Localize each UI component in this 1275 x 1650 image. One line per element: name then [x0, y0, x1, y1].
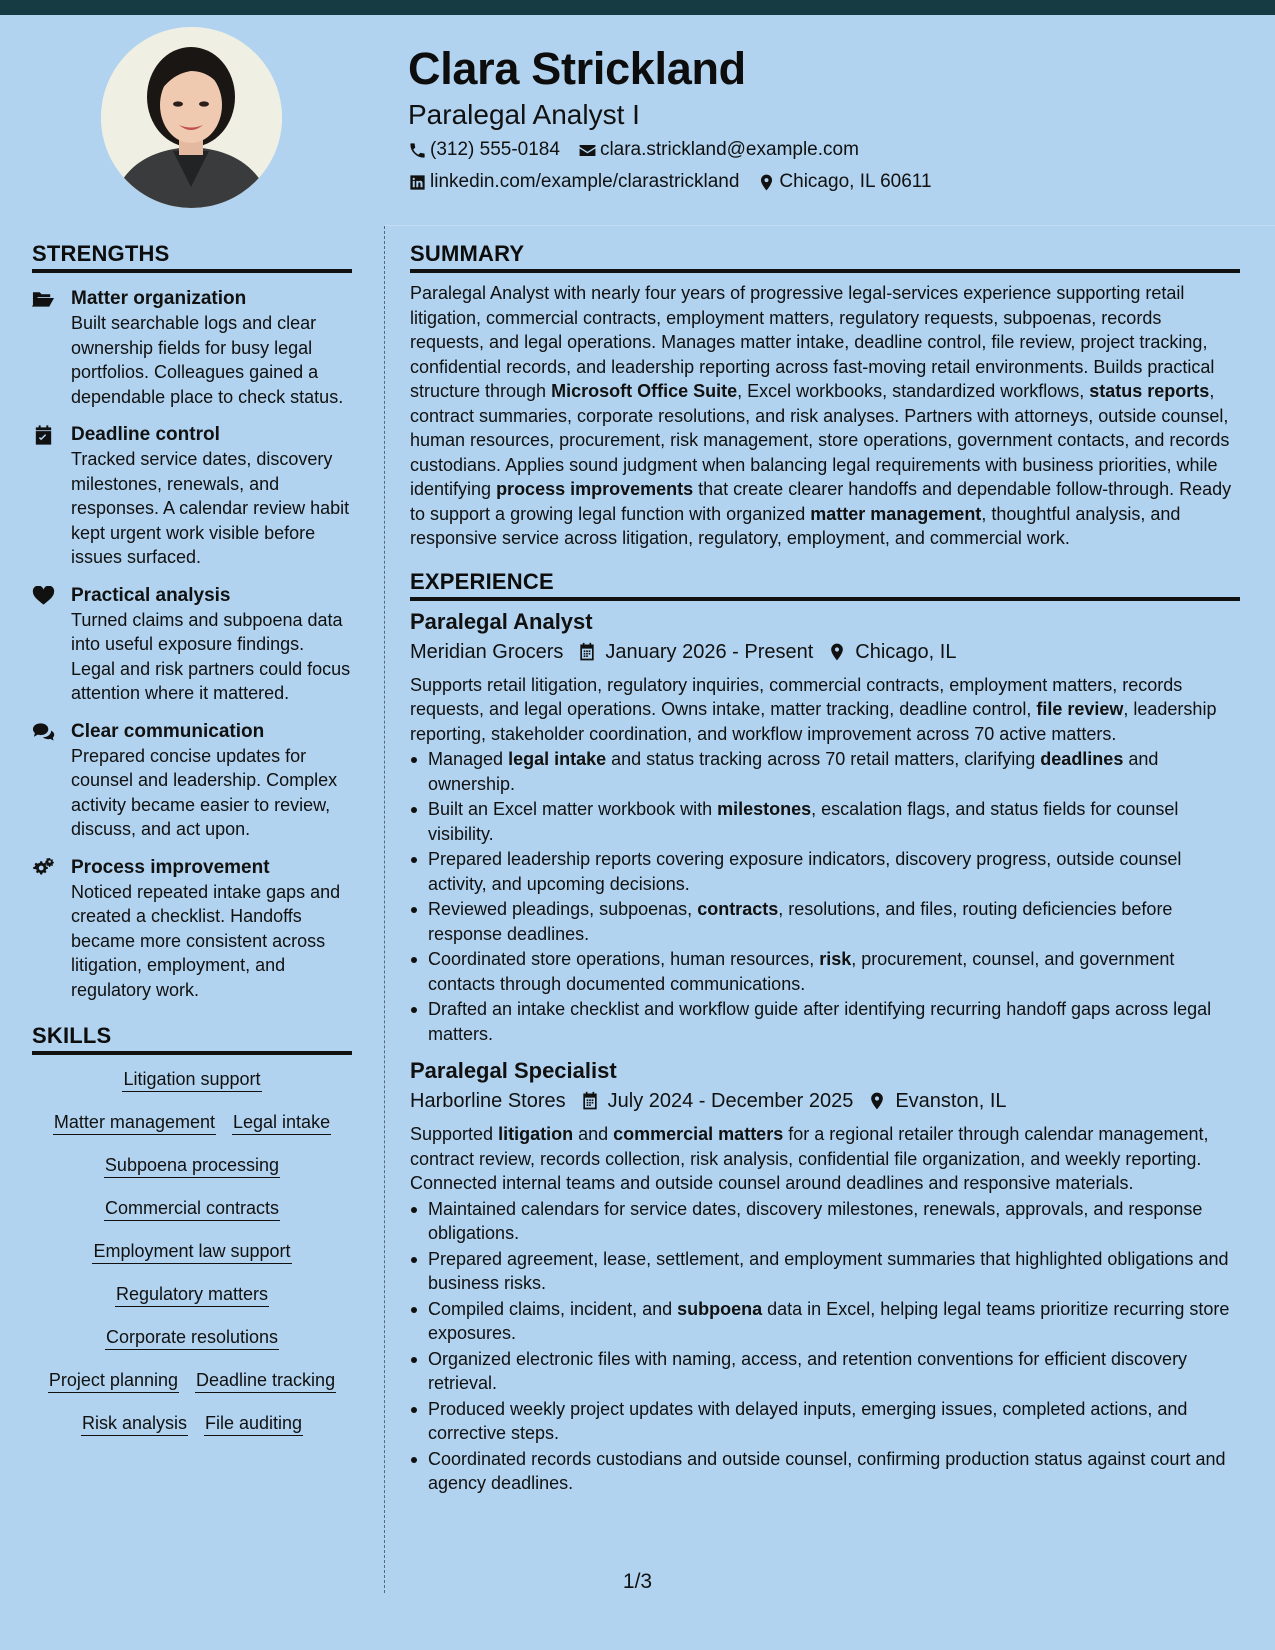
job-location	[827, 638, 956, 666]
job-title: Paralegal Analyst	[410, 608, 593, 634]
strength-desc: Turned claims and subpoena data into useful exposure findings. Legal and risk partners could focus attention where it mattered.	[71, 609, 351, 703]
cogs-icon	[32, 858, 55, 878]
job-company: Harborline Stores	[410, 1090, 566, 1112]
linkedin-text[interactable]: linkedin.com/example/clarastrickland	[430, 171, 740, 192]
job-entry	[410, 607, 1240, 1047]
comments-icon	[32, 722, 55, 742]
skill-tag: Legal intake	[232, 1110, 331, 1135]
skill-tag: Litigation support	[122, 1067, 261, 1092]
heart-icon	[32, 586, 55, 606]
map-marker-icon	[757, 173, 776, 192]
linkedin-icon	[408, 173, 427, 192]
phone-icon	[408, 141, 427, 160]
job-bullets	[410, 1197, 1240, 1496]
job-bullet: Prepared leadership reports covering exposure indicators, discovery progress, outside counsel activity, and upcoming decisions.	[410, 847, 1240, 896]
skill-row	[32, 1368, 352, 1393]
skill-tag: Subpoena processing	[104, 1153, 280, 1178]
contact-row-1	[408, 138, 1228, 162]
job-entry	[410, 1056, 1240, 1496]
map-marker-icon	[827, 642, 847, 662]
job-bullet: Prepared agreement, lease, settlement, and employment summaries that highlighted obligations and business risks.	[410, 1247, 1240, 1296]
job-dates	[577, 638, 813, 666]
job-bullet: Reviewed pleadings, subpoenas, contracts, resolutions, and files, routing deficiencies before response deadlines.	[410, 897, 1240, 946]
skill-tag: Regulatory matters	[115, 1282, 269, 1307]
strength-desc: Prepared concise updates for counsel and leadership. Complex activity became easier to review, discuss, and act upon.	[71, 745, 338, 839]
job-bullet: Coordinated records custodians and outside counsel, confirming production status against court and agency deadlines.	[410, 1447, 1240, 1496]
strength-name: Clear communication	[71, 720, 265, 742]
job-bullet: Drafted an intake checklist and workflow guide after identifying recurring handoff gaps across legal matters.	[410, 997, 1240, 1046]
job-bullet: Compiled claims, incident, and subpoena data in Excel, helping legal teams prioritize recurring store exposures.	[410, 1297, 1240, 1346]
calendar-icon	[580, 1091, 600, 1111]
job-dates-text: July 2024 - December 2025	[607, 1090, 854, 1112]
calendar-check-icon	[32, 425, 55, 445]
skill-tag: Matter management	[53, 1110, 216, 1135]
skill-tag: Commercial contracts	[104, 1196, 280, 1221]
job-title: Paralegal Specialist	[410, 1058, 617, 1083]
contact-email[interactable]	[578, 138, 859, 162]
contact-row-2	[408, 170, 1228, 194]
skill-row	[32, 1196, 352, 1221]
job-bullet: Produced weekly project updates with delayed inputs, emerging issues, completed actions, and corrective steps.	[410, 1397, 1240, 1446]
experience-heading: EXPERIENCE	[410, 568, 1240, 601]
email-text[interactable]: clara.strickland@example.com	[599, 139, 859, 160]
candidate-title: Paralegal Analyst I	[408, 99, 640, 130]
location-text: Chicago, IL 60611	[779, 171, 932, 192]
resume-header	[408, 40, 1228, 194]
job-company: Meridian Grocers	[410, 640, 564, 663]
job-bullet: Coordinated store operations, human resources, risk, procurement, counsel, and government contacts through documented communications.	[410, 947, 1240, 996]
strength-name: Matter organization	[71, 288, 247, 309]
job-location	[867, 1087, 1006, 1115]
skill-row	[32, 1067, 352, 1092]
job-location-text: Evanston, IL	[895, 1090, 1007, 1112]
skill-row	[32, 1411, 352, 1436]
folder-open-icon	[32, 289, 55, 309]
left-column	[32, 240, 352, 1454]
skill-row	[32, 1325, 352, 1350]
skill-row	[32, 1153, 352, 1178]
skill-tag: Employment law support	[92, 1239, 291, 1264]
header-divider	[384, 225, 1275, 226]
strengths-heading: STRENGTHS	[32, 240, 352, 273]
strength-name: Practical analysis	[71, 584, 231, 606]
strength-desc: Built searchable logs and clear ownership fields for busy legal portfolios. Colleagues gained a dependable place to check status.	[71, 313, 344, 407]
skill-tag: File auditing	[204, 1411, 303, 1436]
summary-heading: SUMMARY	[410, 240, 1240, 273]
column-divider	[384, 226, 385, 1593]
strength-item	[32, 584, 352, 706]
job-bullets	[410, 747, 1240, 1046]
skill-tag: Project planning	[48, 1368, 179, 1393]
skills-heading: SKILLS	[32, 1022, 352, 1055]
skill-tag: Risk analysis	[81, 1411, 188, 1436]
strength-name: Process improvement	[71, 856, 270, 878]
strength-desc: Noticed repeated intake gaps and created a checklist. Handoffs became more consistent across litigation, employment, and regulatory work.	[71, 881, 341, 1000]
job-dates-text: January 2026 - Present	[605, 640, 814, 663]
strength-desc: Tracked service dates, discovery milestones, renewals, and responses. A calendar review habit kept urgent work visible before issues surfaced.	[71, 449, 350, 567]
calendar-icon	[577, 642, 597, 662]
map-marker-icon	[867, 1091, 887, 1111]
skill-row	[32, 1110, 352, 1135]
profile-photo	[101, 27, 282, 208]
job-bullet: Built an Excel matter workbook with milestones, escalation flags, and status fields for counsel visibility.	[410, 797, 1240, 846]
summary-text: Paralegal Analyst with nearly four years of progressive legal-services experience supporting retail litigation, commercial contracts, employment matters, regulatory requests, subpoenas, records requests, and legal operations. Manages matter intake, deadline control, file review, project tracking, confidential records, and leadership reporting across fast-moving retail environments. Builds practical structure through Microsoft Office Suite, Excel workbooks, standardized workflows, status reports, contract summaries, corporate resolutions, and risk analyses. Partners with attorneys, outside counsel, human resources, procurement, risk management, store operations, government contacts, and records custodians. Applies sound judgment when balancing legal requirements with business priorities, while identifying process improvements that create clearer handoffs and dependable follow-through. Ready to support a growing legal function with organized matter management, thoughtful analysis, and responsive service across litigation, regulatory, employment, and commercial work.	[410, 283, 1232, 548]
strength-item	[32, 856, 352, 1003]
top-accent-bar	[0, 0, 1275, 15]
strength-item	[32, 423, 352, 570]
job-bullet: Organized electronic files with naming, access, and retention conventions for efficient discovery retrieval.	[410, 1347, 1240, 1396]
phone-text: (312) 555-0184	[430, 139, 560, 160]
job-dates	[580, 1087, 854, 1115]
envelope-icon	[578, 141, 597, 160]
job-bullet: Maintained calendars for service dates, discovery milestones, renewals, approvals, and response obligations.	[410, 1197, 1240, 1246]
job-bullet: Managed legal intake and status tracking across 70 retail matters, clarifying deadlines and ownership.	[410, 747, 1240, 796]
skills-list	[32, 1067, 352, 1436]
job-meta	[410, 1087, 1240, 1115]
job-location-text: Chicago, IL	[855, 640, 957, 663]
skill-tag: Corporate resolutions	[105, 1325, 279, 1350]
skill-row	[32, 1239, 352, 1264]
skill-tag: Deadline tracking	[195, 1368, 336, 1393]
right-column	[410, 240, 1240, 1496]
strength-item	[32, 287, 352, 409]
strength-item	[32, 720, 352, 842]
contact-location	[757, 170, 931, 194]
skill-row	[32, 1282, 352, 1307]
page-number: 1/3	[622, 1570, 653, 1593]
strength-name: Deadline control	[71, 424, 220, 445]
contact-linkedin[interactable]	[408, 170, 739, 194]
candidate-name: Clara Strickland	[408, 43, 746, 94]
job-meta	[410, 638, 1240, 666]
job-intro: Supported litigation and commercial matters for a regional retailer through calendar management, contract review, records collection, risk analysis, confidential file organization, and weekly reporting. Connected internal teams and outside counsel around deadlines and responsive materials.	[410, 1124, 1209, 1193]
contact-phone	[408, 138, 560, 162]
job-intro: Supports retail litigation, regulatory inquiries, commercial contracts, employment matters, records requests, and legal operations. Owns intake, matter tracking, deadline control, file review, leadership reporting, stakeholder coordination, and workflow improvement across 70 active matters.	[410, 674, 1217, 744]
